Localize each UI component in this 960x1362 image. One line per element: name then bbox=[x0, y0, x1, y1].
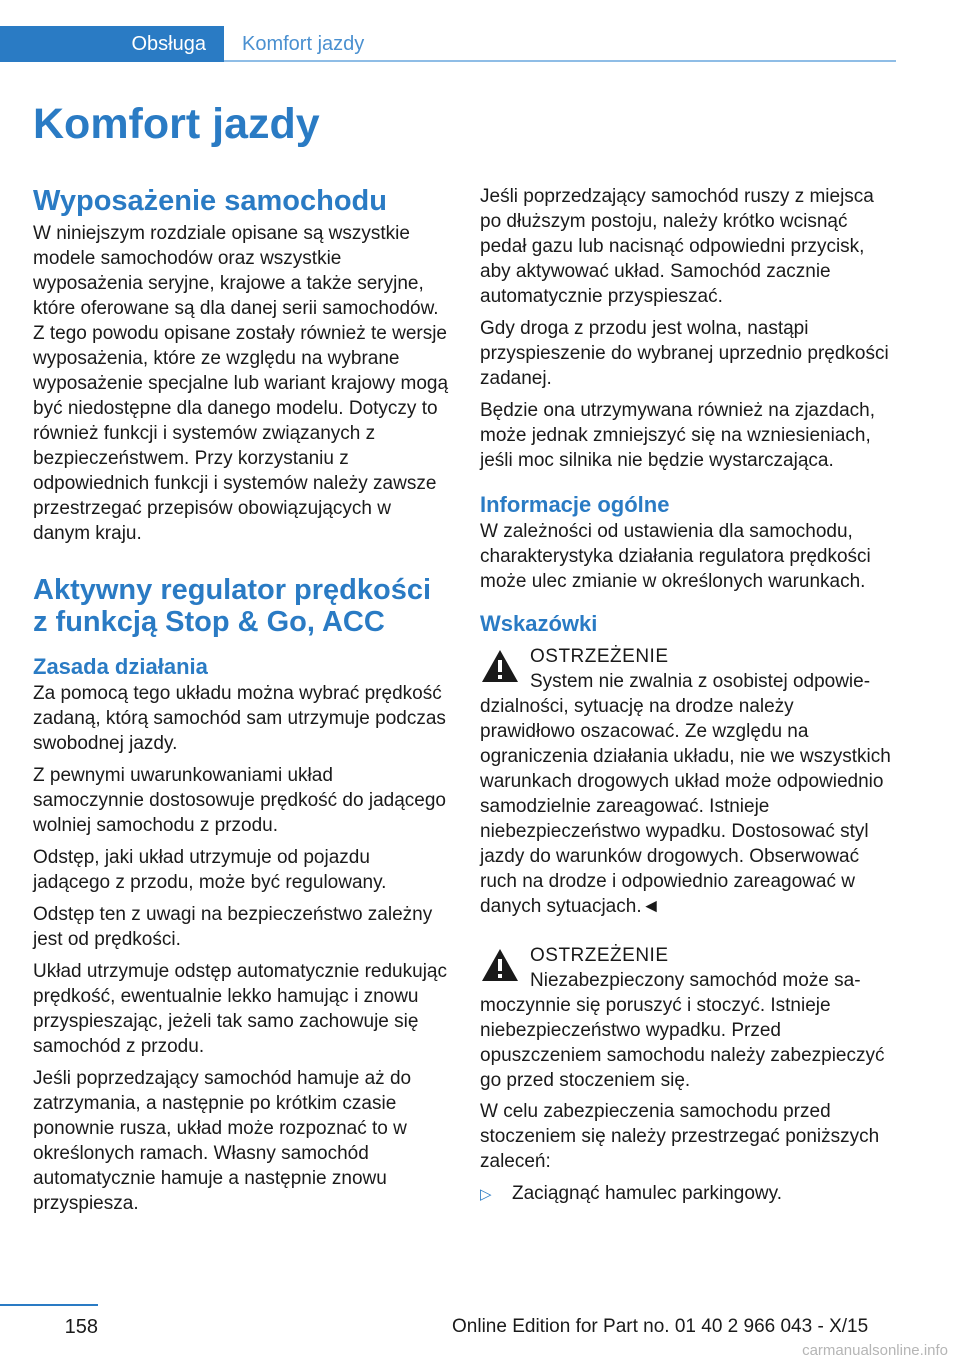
warning-lead: Niezabezpieczony samochód może sa- bbox=[530, 970, 861, 991]
page-number: 158 bbox=[64, 1316, 98, 1338]
tab-obsluga[interactable]: Obsługa bbox=[0, 26, 224, 62]
heading-general-info: Informacje ogólne bbox=[480, 492, 670, 517]
paragraph-principle-5: Układ utrzymuje odstęp automatycznie redukując prędkość, ewentualnie lekko hamując i znowu przyspieszając, jeżeli tak samo zachowuje się samochód z przodu. bbox=[33, 961, 447, 1057]
list-item-text: Zaciągnąć hamulec parkingowy. bbox=[512, 1183, 783, 1204]
heading-equipment: Wyposażenie samochodu bbox=[33, 185, 387, 217]
warning-title: OSTRZEŻENIE bbox=[530, 646, 669, 667]
header-bar bbox=[0, 0, 960, 62]
tab-komfort-jazdy[interactable]: Komfort jazdy bbox=[242, 32, 365, 55]
paragraph-right-3: Będzie ona utrzymywana również na zjazdach, może jednak zmniejszyć się na wzniesieniach, jeśli moc silnika nie będzie wystarczająca. bbox=[480, 400, 875, 471]
warning-text: dzialności, sytuację na drodze należy prawidłowo oszacować. Ze względu na ograniczenia działania układu, nie we wszystkich warunkach drogowych układ może odpowiednio samodzielnie zareagować. Istnieje niebezpieczeństwo wypadku. Dostosować styl jazdy do warunków drogowych. Obserwować ruch na drodze i odpowiednio zareagować w danych sytuacjach.◄ bbox=[480, 696, 891, 917]
paragraph-right-1: Jeśli poprzedzający samochód ruszy z miejsca po dłuższym postoju, należy krótko wcisnąć pedał gazu lub nacisnąć odpowiedni przycisk, aby aktywować układ. Samochód zacznie automatycznie przyspieszać. bbox=[480, 186, 874, 307]
page-title: Komfort jazdy bbox=[33, 100, 320, 148]
footer-edition: Online Edition for Part no. 01 40 2 966 043 - X/15 bbox=[452, 1316, 869, 1337]
paragraph-right-2: Gdy droga z przodu jest wolna, nastąpi przyspieszenie do wybranej uprzednio prędkości zadanej. bbox=[480, 318, 889, 389]
paragraph-general-info: W zależności od ustawienia dla samochodu, charakterystyka działania regulatora prędkości może ulec zmianie w określonych warunkach. bbox=[480, 521, 871, 592]
heading-hints: Wskazówki bbox=[480, 611, 598, 636]
paragraph-principle-2: Z pewnymi uwarunkowaniami układ samoczynnie dostosowuje prędkość do jadącego wolniej samochodu z przodu. bbox=[33, 765, 446, 836]
left-column bbox=[33, 184, 449, 1223]
paragraph-principle-4: Odstęp ten z uwagi na bezpieczeństwo zależny jest od prędkości. bbox=[33, 904, 433, 950]
warning-triangle-icon bbox=[480, 947, 520, 983]
right-column bbox=[480, 184, 892, 1207]
warning-block-1 bbox=[480, 644, 892, 919]
warning-block-2 bbox=[480, 943, 892, 1093]
footer-divider bbox=[0, 1304, 98, 1306]
warning-title: OSTRZEŻENIE bbox=[530, 945, 669, 966]
list-item bbox=[480, 1181, 892, 1207]
triangle-bullet-icon: ▷ bbox=[480, 1186, 492, 1203]
paragraph-principle-1: Za pomocą tego układu można wybrać prędkość zadaną, którą samochód sam utrzymuje podczas swobodnej jazdy. bbox=[33, 683, 446, 754]
header-divider bbox=[224, 60, 896, 62]
paragraph-secure: W celu zabezpieczenia samochodu przed stoczeniem się należy przestrzegać poniższych zaleceń: bbox=[480, 1101, 880, 1172]
paragraph-principle-3: Odstęp, jaki układ utrzymuje od pojazdu jadącego z przodu, może być regulowany. bbox=[33, 847, 387, 893]
watermark: carmanualsonline.info bbox=[802, 1342, 948, 1359]
heading-principle: Zasada działania bbox=[33, 654, 208, 679]
warning-lead: System nie zwalnia z osobistej odpowie- bbox=[530, 671, 871, 692]
warning-text: moczynnie się poruszyć i stoczyć. Istnieje niebezpieczeństwo wypadku. Przed opuszczeniem samochodu należy zabezpieczyć go przed stoczeniem się. bbox=[480, 995, 885, 1091]
warning-triangle-icon bbox=[480, 648, 520, 684]
paragraph-principle-6: Jeśli poprzedzający samochód hamuje aż do zatrzymania, a następnie po krótkim czasie ponownie rusza, układ może rozpoznać to w określonych ramach. Własny samochód automatycznie hamuje a następnie znowu przyspiesza. bbox=[33, 1068, 412, 1214]
paragraph-equipment: W niniejszym rozdziale opisane są wszystkie modele samochodów oraz wszystkie wyposażenia seryjne, krajowe a także seryjne, które oferowane są dla danej serii samochodów. Z tego powodu opisane zostały również te wersje wyposażenia, które ze względu na wybrane wyposażenie specjalne lub wariant krajowy mogą być niedostępne dla danego modelu. Dotyczy to również funkcji i systemów związanych z bezpieczeństwem. Przy korzystaniu z odpowiednich funkcji i systemów należy zawsze przestrzegać przepisów obowiązujących w danym kraju. bbox=[33, 223, 449, 544]
heading-acc: Aktywny regulator prędkości z funkcją Stop & Go, ACC bbox=[33, 574, 432, 638]
